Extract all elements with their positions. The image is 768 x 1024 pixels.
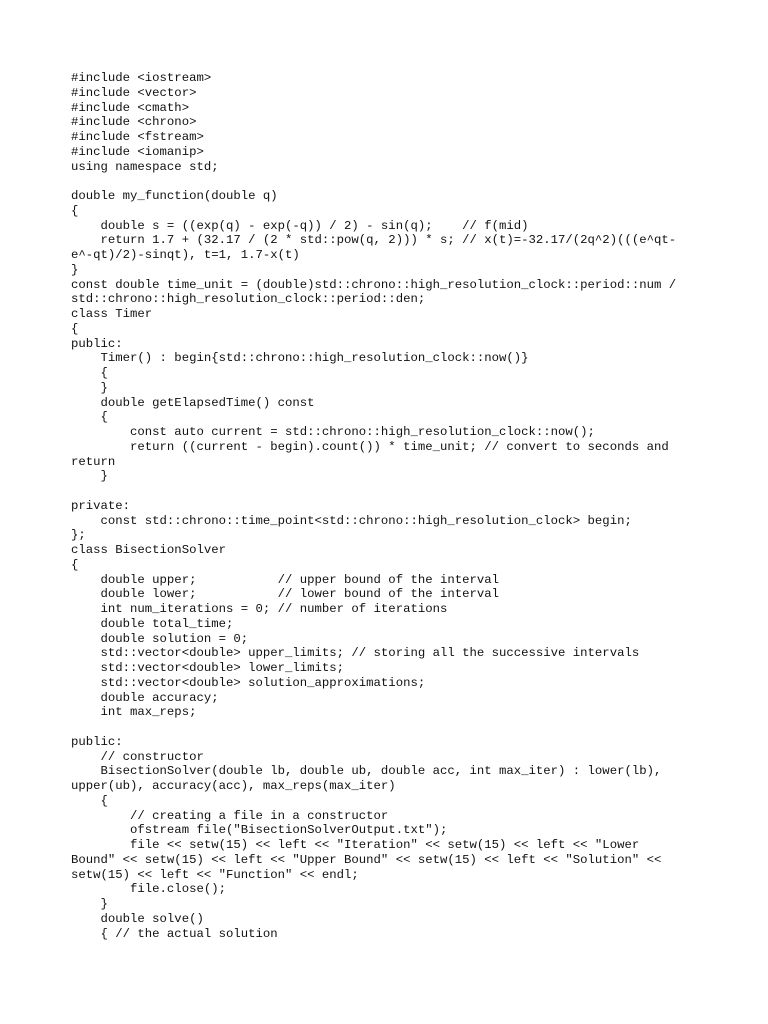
code-line: #include <chrono>: [71, 115, 197, 130]
code-line: {: [71, 410, 108, 425]
code-line: const double time_unit = (double)std::chrono::high_resolution_clock::period::num /: [71, 277, 677, 292]
code-line: int max_reps;: [71, 705, 197, 720]
code-line: }: [71, 469, 108, 484]
code-line: #include <fstream>: [71, 130, 204, 144]
code-line: double solution = 0;: [71, 631, 249, 646]
code-line: Timer() : begin{std::chrono::high_resolution_clock::now()}: [71, 351, 529, 366]
code-line: int num_iterations = 0; // number of iterations: [71, 602, 448, 616]
code-line: {: [71, 203, 79, 218]
code-line: }: [71, 380, 108, 395]
code-line: std::vector<double> lower_limits;: [71, 661, 345, 675]
code-line: #include <cmath>: [71, 100, 190, 115]
code-line: class BisectionSolver: [71, 543, 226, 557]
code-line: setw(15) << left << "Function" << endl;: [71, 867, 359, 882]
code-line: const std::chrono::time_point<std::chrono::high_resolution_clock> begin;: [71, 513, 632, 528]
code-line: #include <iomanip>: [71, 144, 204, 159]
code-line: {: [71, 557, 79, 572]
code-line: #include <iostream>: [71, 71, 212, 85]
code-line: [71, 484, 711, 499]
code-line: public:: [71, 734, 123, 749]
code-line: using namespace std;: [71, 159, 219, 174]
code-line: BisectionSolver(double lb, double ub, double acc, int max_iter) : lower(lb),: [71, 764, 662, 779]
code-line: [71, 174, 711, 189]
code-line: e^-qt)/2)-sinqt), t=1, 1.7-x(t): [71, 248, 300, 262]
code-line: ofstream file("BisectionSolverOutput.txt");: [71, 823, 448, 838]
code-line: double s = ((exp(q) - exp(-q)) / 2) - sin(q); // f(mid): [71, 218, 529, 233]
code-line: private:: [71, 498, 131, 513]
code-line: double solve(): [71, 911, 204, 926]
code-line: return 1.7 + (32.17 / (2 * std::pow(q, 2))) * s; // x(t)=-32.17/(2q^2)(((e^qt-: [71, 233, 677, 248]
code-line: upper(ub), accuracy(acc), max_reps(max_iter): [71, 779, 396, 793]
code-line: {: [71, 366, 108, 380]
code-line: double total_time;: [71, 616, 234, 631]
code-line: return ((current - begin).count()) * time_unit; // convert to seconds and: [71, 439, 669, 454]
code-line: std::vector<double> upper_limits; // storing all the successive intervals: [71, 646, 640, 661]
code-line: file.close();: [71, 882, 226, 897]
code-line: };: [71, 528, 86, 543]
code-line: double accuracy;: [71, 690, 219, 705]
code-line: {: [71, 793, 108, 808]
code-line: const auto current = std::chrono::high_resolution_clock::now();: [71, 425, 595, 439]
code-line: }: [71, 262, 79, 277]
code-line: [71, 720, 711, 735]
code-line: std::vector<double> solution_approximations;: [71, 675, 426, 690]
code-line: #include <vector>: [71, 85, 197, 100]
code-line: double upper; // upper bound of the interval: [71, 572, 500, 587]
code-line: std::chrono::high_resolution_clock::period::den;: [71, 292, 426, 307]
code-line: Bound" << setw(15) << left << "Upper Bound" << setw(15) << left << "Solution" <<: [71, 852, 662, 867]
code-listing: [71, 71, 711, 941]
code-line: double lower; // lower bound of the interval: [71, 587, 500, 602]
code-line: { // the actual solution: [71, 926, 278, 941]
code-line: return: [71, 454, 116, 469]
code-line: public:: [71, 336, 123, 351]
code-line: {: [71, 321, 79, 336]
code-line: // constructor: [71, 749, 204, 764]
code-line: }: [71, 897, 108, 911]
code-line: double getElapsedTime() const: [71, 395, 315, 410]
code-line: file << setw(15) << left << "Iteration" << setw(15) << left << "Lower: [71, 838, 640, 852]
code-line: // creating a file in a constructor: [71, 808, 389, 823]
code-line: double my_function(double q): [71, 189, 278, 203]
code-line: class Timer: [71, 307, 153, 321]
